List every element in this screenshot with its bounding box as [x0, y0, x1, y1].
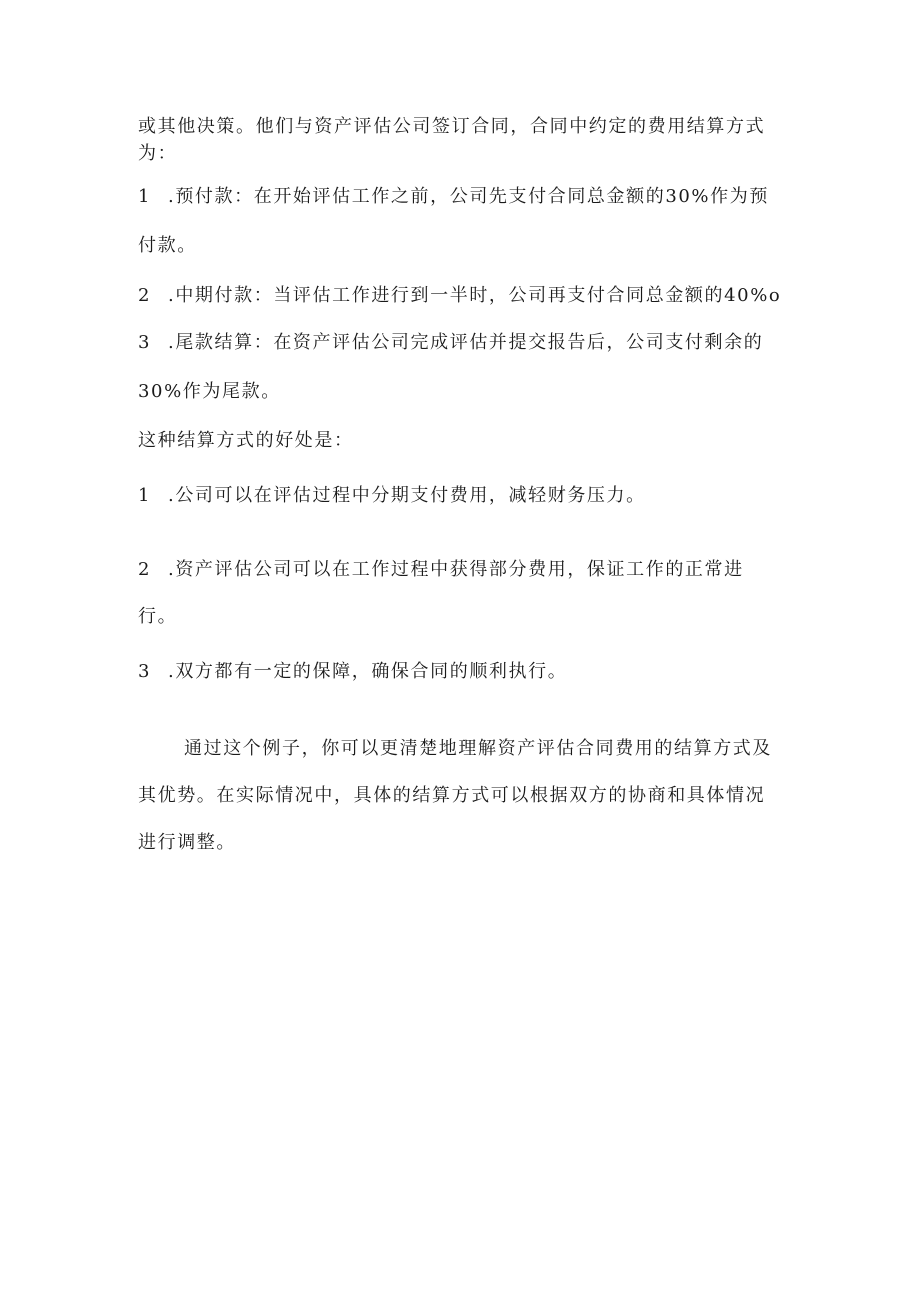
intro-line-1: 或其他决策。他们与资产评估公司签订合同，合同中约定的费用结算方式 — [138, 116, 766, 137]
payment-term-1 — [138, 186, 769, 208]
payment-term-1-number: 1 — [138, 186, 152, 207]
benefit-2-continued: 行。 — [138, 606, 178, 627]
payment-term-1-text: .预付款：在开始评估工作之前，公司先支付合同总金额的30%作为预 — [168, 186, 769, 207]
conclusion-line-2: 其优势。在实际情况中，具体的结算方式可以根据双方的协商和具体情况 — [138, 785, 766, 806]
payment-term-2-number: 2 — [138, 285, 152, 306]
payment-term-3-number: 3 — [138, 332, 152, 353]
benefit-3 — [138, 661, 567, 683]
benefit-2-text: .资产评估公司可以在工作过程中获得部分费用，保证工作的正常进 — [168, 559, 744, 580]
benefit-3-text: .双方都有一定的保障，确保合同的顺利执行。 — [168, 661, 568, 682]
payment-term-3-text: .尾款结算：在资产评估公司完成评估并提交报告后，公司支付剩余的 — [168, 332, 764, 353]
payment-term-3 — [138, 332, 763, 354]
benefits-heading: 这种结算方式的好处是： — [138, 430, 354, 451]
intro-line-2: 为： — [138, 143, 178, 164]
payment-term-2-text: .中期付款：当评估工作进行到一半时，公司再支付合同总金额的40%o — [168, 285, 782, 306]
benefit-2-number: 2 — [138, 559, 152, 580]
benefit-1-text: .公司可以在评估过程中分期支付费用，减轻财务压力。 — [168, 485, 646, 506]
payment-term-3-continued: 30%作为尾款。 — [138, 381, 281, 402]
benefit-1-number: 1 — [138, 485, 152, 506]
payment-term-2 — [138, 285, 781, 307]
benefit-2 — [138, 559, 744, 581]
payment-term-1-continued: 付款。 — [138, 235, 197, 256]
benefit-1 — [138, 485, 646, 507]
conclusion-line-1: 通过这个例子，你可以更清楚地理解资产评估合同费用的结算方式及 — [184, 738, 772, 759]
benefit-3-number: 3 — [138, 661, 152, 682]
conclusion-line-3: 进行调整。 — [138, 832, 236, 853]
